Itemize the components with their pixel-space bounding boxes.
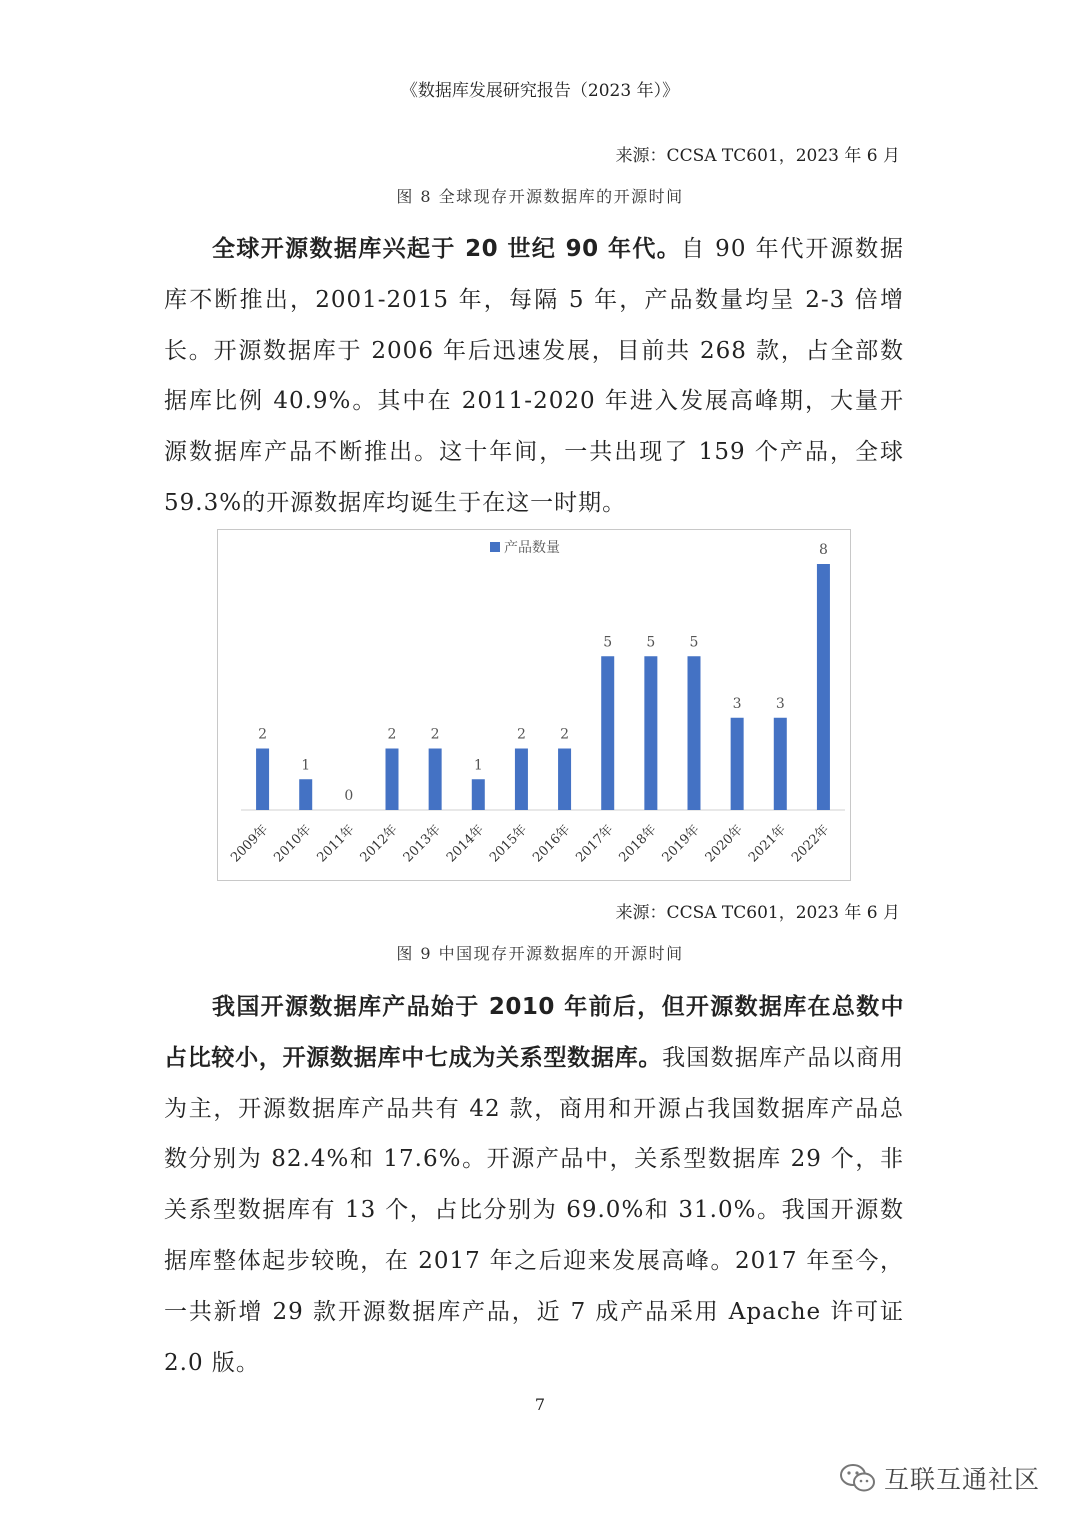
bar-chart-frame bbox=[217, 529, 851, 881]
bar bbox=[256, 749, 269, 811]
data-label: 2 bbox=[516, 726, 526, 743]
x-tick-label: 2011年 bbox=[314, 822, 358, 866]
bar bbox=[472, 779, 485, 810]
watermark bbox=[838, 1458, 1040, 1498]
paragraph-global-open-source bbox=[164, 224, 904, 529]
page-number: 7 bbox=[534, 1395, 546, 1414]
bar bbox=[386, 749, 399, 811]
x-tick-label: 2014年 bbox=[443, 822, 488, 866]
data-label: 5 bbox=[646, 634, 656, 651]
data-label: 2 bbox=[430, 726, 440, 743]
x-tick-label: 2022年 bbox=[789, 822, 833, 866]
paragraph-global-lead: 全球开源数据库兴起于 20 世纪 90 年代。 bbox=[212, 236, 682, 262]
bar bbox=[731, 718, 744, 810]
x-tick-label: 2012年 bbox=[357, 822, 401, 866]
x-tick-label: 2020年 bbox=[702, 822, 746, 866]
data-label: 2 bbox=[258, 726, 268, 743]
data-label: 5 bbox=[603, 634, 613, 651]
x-tick-label: 2018年 bbox=[616, 822, 660, 866]
data-label: 2 bbox=[387, 726, 397, 743]
data-label: 1 bbox=[301, 757, 311, 774]
legend-swatch bbox=[490, 542, 500, 552]
data-label: 3 bbox=[732, 695, 742, 712]
x-tick-label: 2010年 bbox=[271, 822, 315, 866]
data-label: 1 bbox=[473, 757, 483, 774]
x-tick-label: 2019年 bbox=[659, 822, 703, 866]
bar bbox=[558, 749, 571, 811]
bar-chart bbox=[218, 530, 850, 880]
bar bbox=[817, 564, 830, 810]
figure8-caption: 图 8 全球现存开源数据库的开源时间 bbox=[396, 187, 684, 206]
paragraph-global-body: 自 90 年代开源数据库不断推出，2001-2015 年，每隔 5 年，产品数量均呈 2-3 倍增长。开源数据库于 2006 年后迅速发展，目前共 268 款，占全部数据库比例 40.9%。其中在 2011-2020 年进入发展高峰期，大量开源数据库产品不断推出。这十年间，一共出现了 159 个产品，全球 59.3%的开源数据库均诞生于在这一时期。 bbox=[164, 236, 904, 516]
figure8-source: 来源：CCSA TC601，2023 年 6 月 bbox=[615, 146, 900, 166]
figure9-source: 来源：CCSA TC601，2023 年 6 月 bbox=[615, 903, 900, 923]
data-label: 8 bbox=[818, 542, 828, 558]
bar bbox=[688, 656, 701, 810]
data-label: 0 bbox=[344, 788, 354, 804]
bar bbox=[299, 779, 312, 810]
bar bbox=[601, 656, 614, 810]
bar bbox=[644, 656, 657, 810]
data-label: 3 bbox=[775, 695, 785, 712]
paragraph-china-open-source bbox=[164, 982, 904, 1388]
wechat-icon bbox=[838, 1461, 878, 1495]
x-tick-label: 2013年 bbox=[400, 822, 444, 866]
figure9-caption: 图 9 中国现存开源数据库的开源时间 bbox=[396, 944, 684, 963]
x-tick-label: 2009年 bbox=[228, 822, 272, 866]
legend-label: 产品数量 bbox=[504, 540, 560, 556]
bar bbox=[429, 749, 442, 811]
bar bbox=[515, 749, 528, 811]
x-tick-label: 2021年 bbox=[745, 822, 790, 866]
bar bbox=[774, 718, 787, 810]
x-tick-label: 2016年 bbox=[530, 822, 574, 866]
report-header: 《数据库发展研究报告（2023 年）》 bbox=[400, 81, 680, 101]
data-label: 2 bbox=[560, 726, 570, 743]
paragraph-china-body: 我国数据库产品以商用为主，开源数据库产品共有 42 款，商用和开源占我国数据库产品总数分别为 82.4%和 17.6%。开源产品中，关系型数据库 29 个，非关系型数据库有 13 个，占比分别为 69.0%和 31.0%。我国开源数据库整体起步较晚，在 2017 年之后迎来发展高峰。2017 年至今，一共新增 29 款开源数据库产品，近 7 成产品采用 Apache 许可证 2.0 版。 bbox=[164, 1044, 905, 1376]
watermark-text: 互联互通社区 bbox=[884, 1465, 1041, 1494]
x-tick-label: 2017年 bbox=[573, 822, 617, 866]
data-label: 5 bbox=[689, 634, 699, 651]
paragraph-china-lead: 我国开源数据库产品始于 2010 年前后，但开源数据库在总数中占比较小，开源数据库中七成为关系型数据库。 bbox=[164, 994, 904, 1071]
x-tick-label: 2015年 bbox=[487, 822, 531, 866]
